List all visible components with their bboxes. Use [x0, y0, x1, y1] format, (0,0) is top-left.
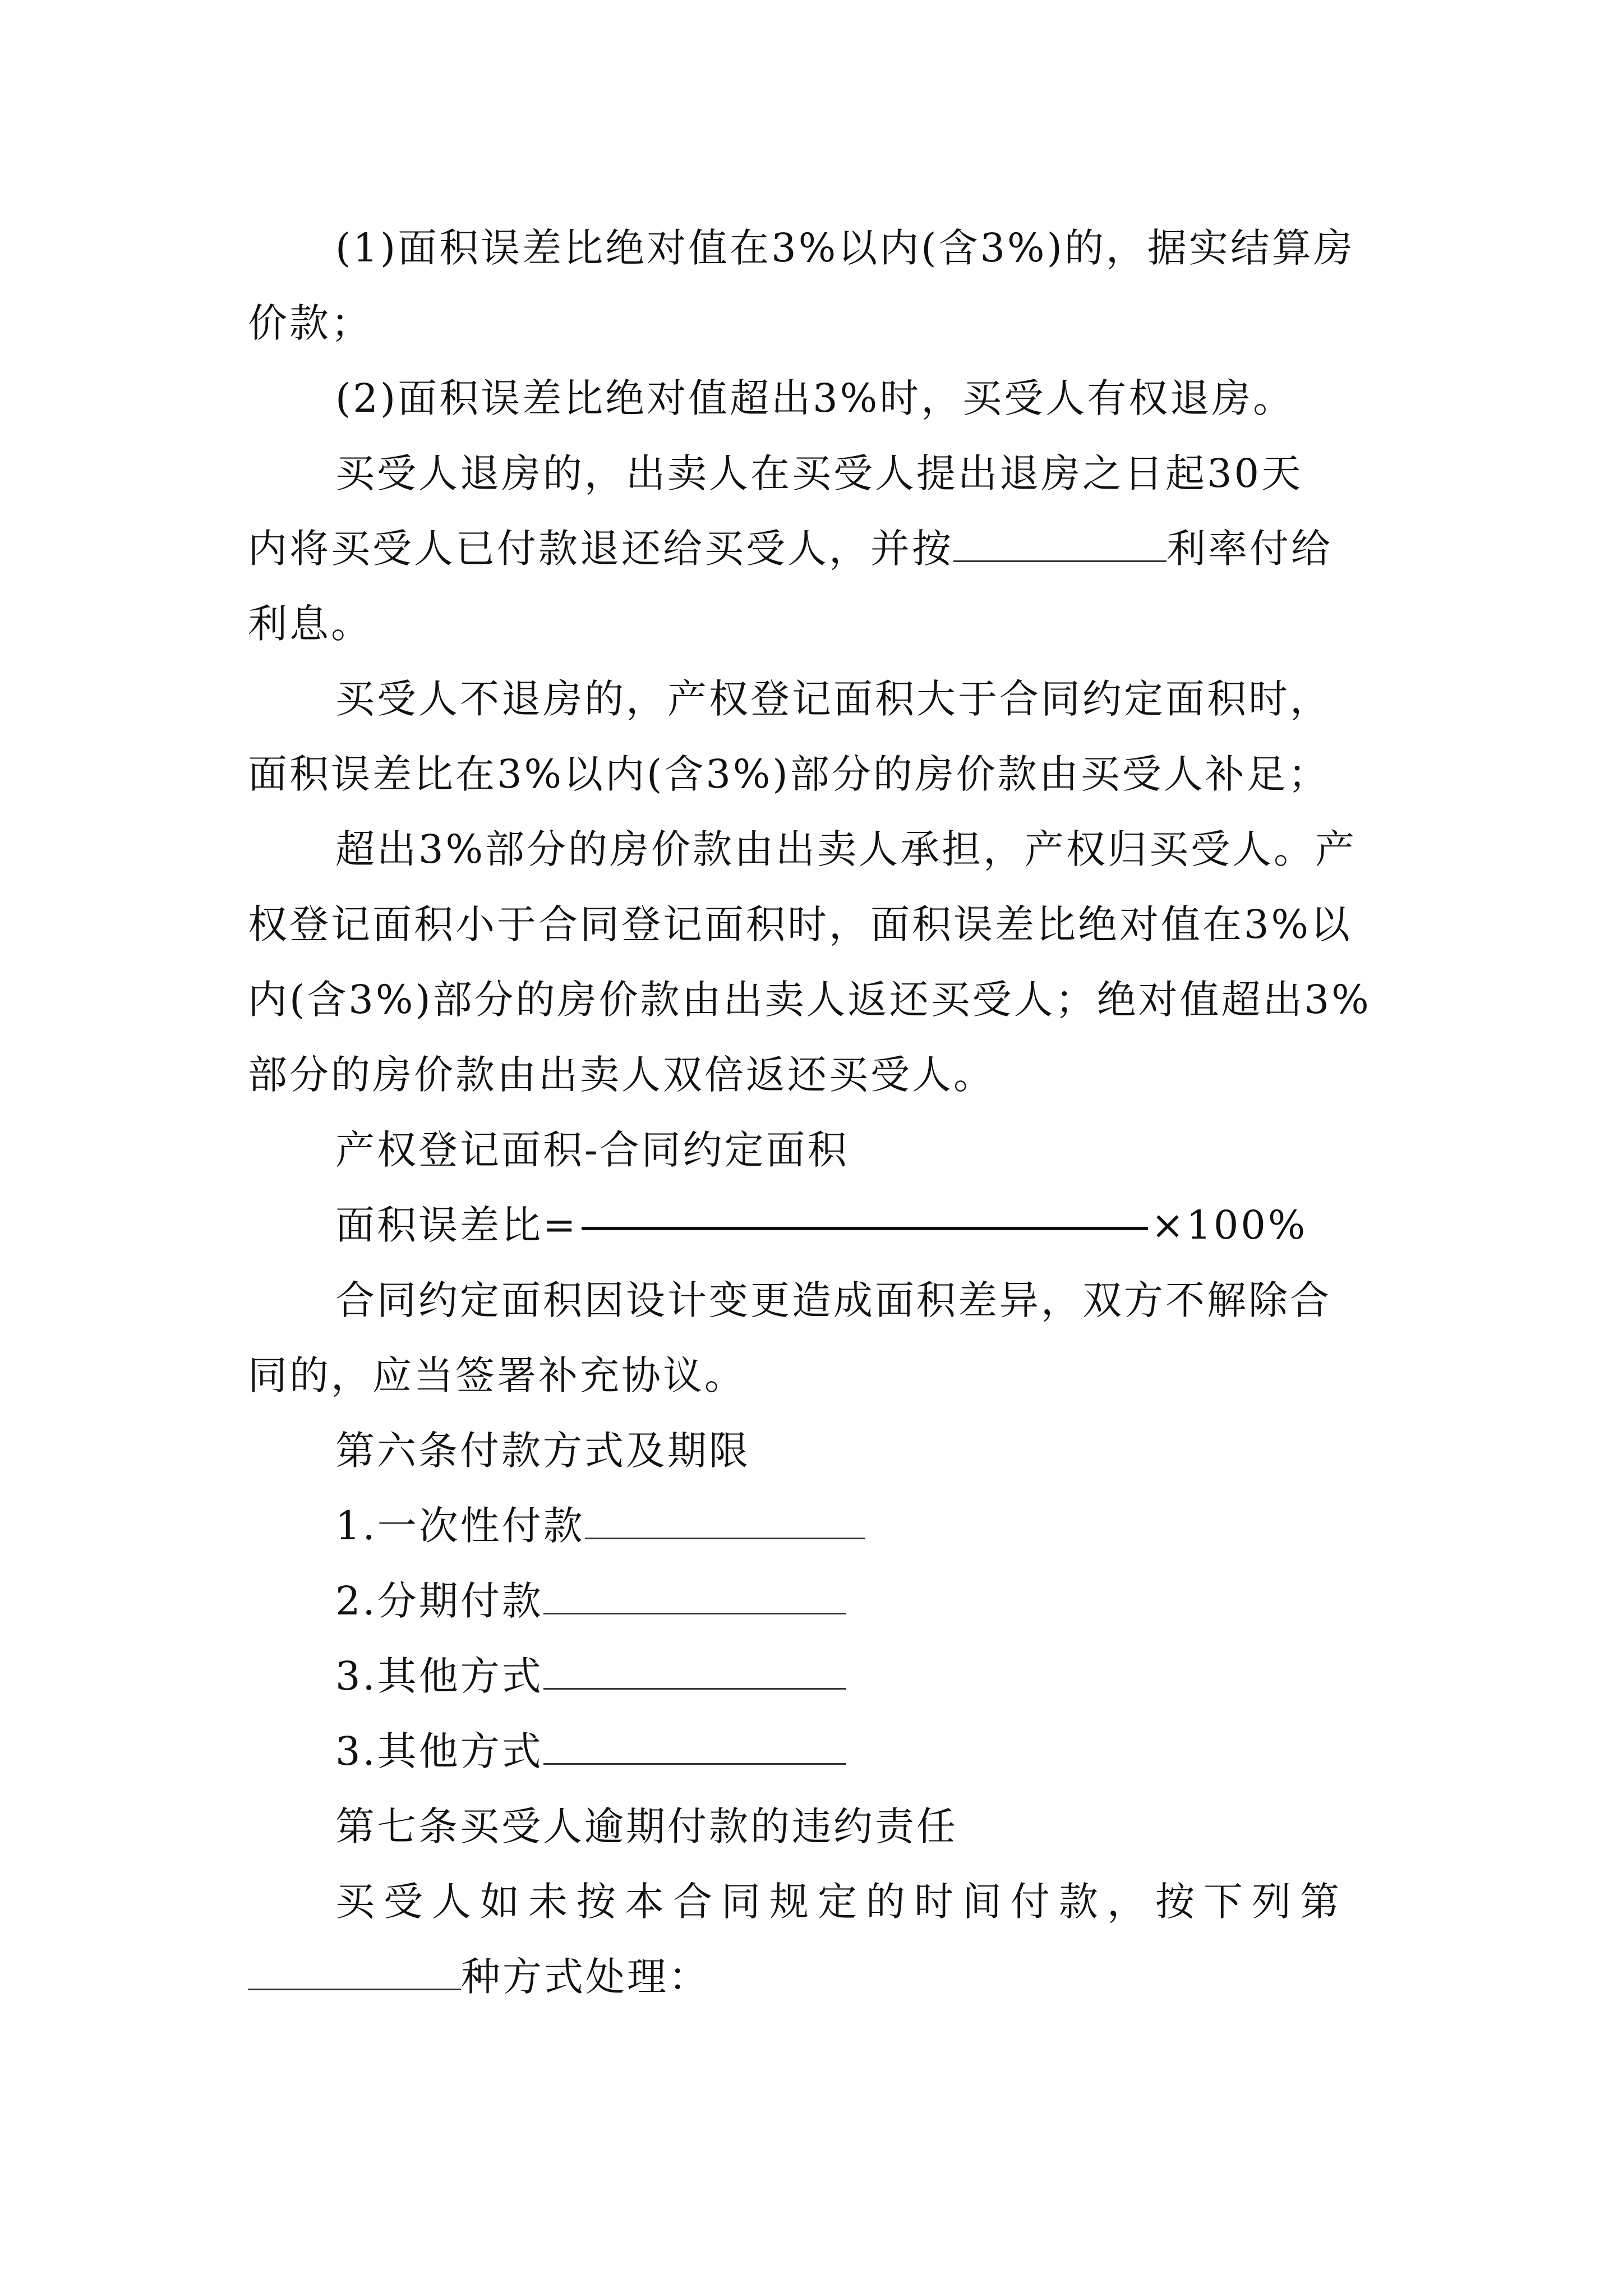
installment-blank: [543, 1578, 846, 1614]
paragraph-line: 价款；: [248, 300, 372, 346]
paragraph-line: (2)面积误差比绝对值超出3%时，买受人有权退房。: [335, 375, 1295, 421]
method-number-blank: [248, 1954, 461, 1990]
section-heading: 第六条付款方式及期限: [335, 1428, 750, 1474]
paragraph-line: 买受人退房的，出卖人在买受人提出退房之日起30天: [335, 450, 1303, 496]
paragraph-line: 合同约定面积因设计变更造成面积差异，双方不解除合: [335, 1277, 1331, 1323]
paragraph-line: (1)面积误差比绝对值在3%以内(含3%)的，据实结算房: [335, 225, 1355, 271]
paragraph-line: 面积误差比在3%以内(含3%)部分的房价款由买受人补足；: [248, 751, 1330, 797]
paragraph-line: 同的，应当签署补充协议。: [248, 1352, 746, 1398]
paragraph-line: 超出3%部分的房价款由出卖人承担，产权归买受人。产: [335, 826, 1357, 872]
paragraph-line: 内将买受人已付款退还给买受人，并按 利率付给: [248, 526, 1332, 572]
payment-option: 3.其他方式: [335, 1723, 846, 1779]
paragraph-line: 买受人不退房的，产权登记面积大于合同约定面积时，: [335, 676, 1331, 722]
other-method-blank: [543, 1728, 846, 1765]
interest-rate-blank: [953, 526, 1166, 562]
formula-numerator: 产权登记面积-合同约定面积: [335, 1127, 849, 1173]
paragraph-line: 内(含3%)部分的房价款由出卖人返还买受人；绝对值超出3%: [248, 977, 1371, 1023]
paragraph-line: 买受人如未按本合同规定的时间付款，按下列第: [335, 1879, 1348, 1925]
paragraph-line: 权登记面积小于合同登记面积时，面积误差比绝对值在3%以: [248, 901, 1353, 947]
other-method-blank: [543, 1653, 846, 1690]
fraction-bar: [582, 1227, 1148, 1230]
section-heading: 第七条买受人逾期付款的违约责任: [335, 1803, 958, 1849]
formula-line: 面积误差比= ×100%: [335, 1202, 1308, 1248]
payment-option: 2.分期付款: [335, 1573, 846, 1629]
paragraph-line: 利息。: [248, 601, 372, 647]
payment-option: 3.其他方式: [335, 1648, 846, 1704]
paragraph-line: 部分的房价款由出卖人双倍返还买受人。: [248, 1052, 995, 1098]
payment-option: 1.一次性付款: [335, 1498, 865, 1554]
paragraph-line: 种方式处理：: [248, 1949, 710, 2005]
lump-sum-blank: [585, 1503, 865, 1539]
